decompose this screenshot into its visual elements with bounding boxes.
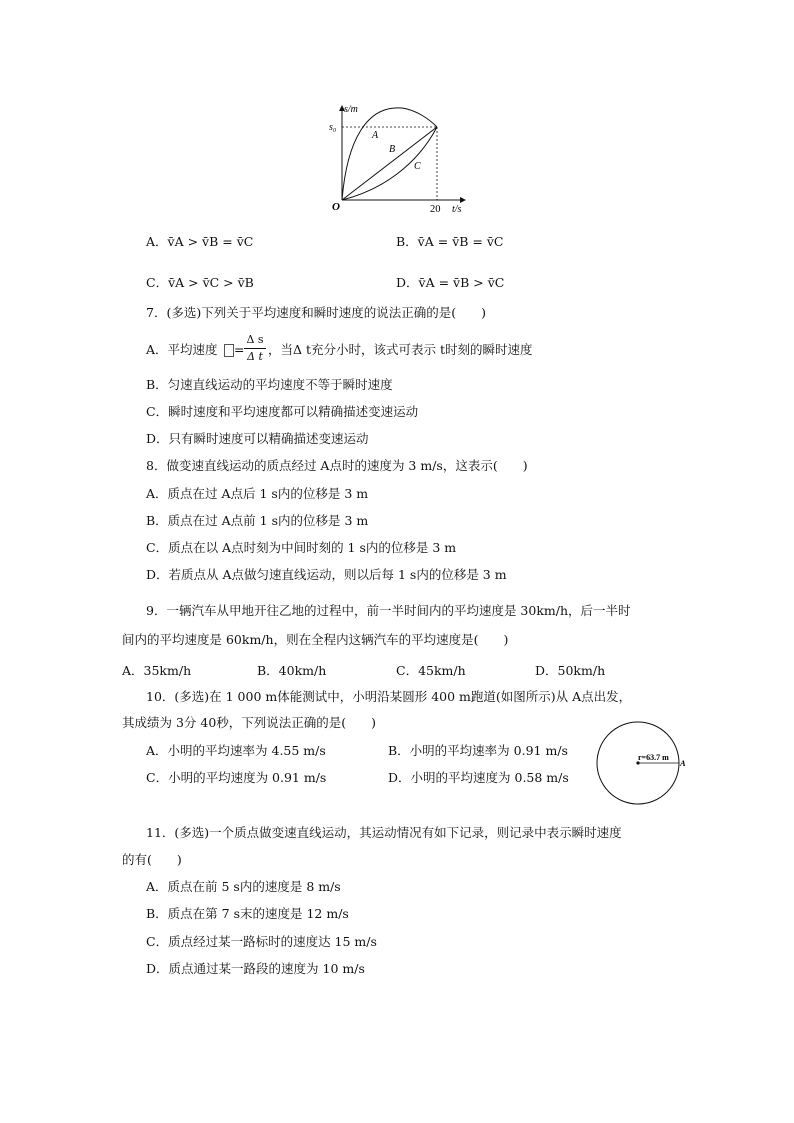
q9-option-a: A．35km/h	[122, 663, 192, 678]
q11-option-d: D．质点通过某一路段的速度为 10 m/s	[146, 961, 365, 976]
radius-label: r=63.7 m	[638, 753, 669, 762]
q10-stem-line2: 其成绩为 3分 40秒，下列说法正确的是( )	[122, 715, 377, 730]
q7-vbar-glyph	[224, 344, 234, 357]
q9-option-c: C．45km/h	[396, 663, 466, 678]
q7-fraction-bar	[244, 348, 266, 349]
q6-option-a: A．v̄A > v̄B = v̄C	[146, 234, 254, 249]
q7-option-a-eq: =	[234, 342, 245, 357]
q6-option-b: B．v̄A = v̄B = v̄C	[396, 234, 504, 249]
q10-option-c: C．小明的平均速度为 0.91 m/s	[146, 770, 327, 785]
q9-stem-line2: 间内的平均速度是 60km/h，则在全程内这辆汽车的平均速度是( )	[122, 632, 509, 647]
x-tick-20: 20	[430, 204, 441, 215]
curve-c-label: C	[414, 161, 421, 172]
q11-stem-line2: 的有( )	[122, 852, 182, 867]
q11-option-b: B．质点在第 7 s末的速度是 12 m/s	[146, 906, 349, 921]
q10-stem-line1: 10．(多选)在 1 000 m体能测试中，小明沿某圆形 400 m跑道(如图所示)从 A点出发，	[146, 689, 632, 704]
curve-a-label: A	[372, 130, 379, 141]
track-circle-diagram	[595, 718, 690, 808]
q10-option-a: A．小明的平均速率为 4.55 m/s	[146, 743, 326, 758]
q6-option-c: C．v̄A > v̄C > v̄B	[146, 275, 254, 290]
q8-option-b: B．质点在过 A点前 1 s内的位移是 3 m	[146, 513, 369, 528]
q7-fraction-numerator: Δ s	[246, 333, 264, 346]
q10-option-b: B．小明的平均速率为 0.91 m/s	[388, 743, 568, 758]
q6-option-d: D．v̄A = v̄B > v̄C	[396, 275, 505, 290]
q8-option-a: A．质点在过 A点后 1 s内的位移是 3 m	[146, 486, 369, 501]
q11-stem-line1: 11．(多选)一个质点做变速直线运动，其运动情况有如下记录，则记录中表示瞬时速度	[146, 825, 622, 840]
q7-fraction-denominator: Δ t	[247, 350, 263, 363]
q7-stem: 7．(多选)下列关于平均速度和瞬时速度的说法正确的是( )	[146, 305, 486, 320]
q7-option-a-pre: A．平均速度	[146, 342, 218, 357]
point-a-label: A	[680, 758, 686, 768]
x-axis-label: t/s	[452, 204, 462, 215]
q11-option-a: A．质点在前 5 s内的速度是 8 m/s	[146, 879, 341, 894]
curve-b-label: B	[389, 144, 396, 155]
q9-option-b: B．40km/h	[257, 663, 327, 678]
q7-option-b: B．匀速直线运动的平均速度不等于瞬时速度	[146, 377, 393, 392]
q10-option-d: D．小明的平均速度为 0.58 m/s	[388, 770, 569, 785]
q8-stem: 8．做变速直线运动的质点经过 A点时的速度为 3 m/s，这表示( )	[146, 458, 528, 473]
y-axis-label: s/m	[344, 104, 358, 115]
q8-option-c: C．质点在以 A点时刻为中间时刻的 1 s内的位移是 3 m	[146, 540, 457, 555]
q8-option-d: D．若质点从 A点做匀速直线运动，则以后每 1 s内的位移是 3 m	[146, 567, 507, 582]
s0-label: s₀	[329, 122, 337, 133]
q11-option-c: C．质点经过某一路标时的速度达 15 m/s	[146, 934, 377, 949]
q7-option-d: D．只有瞬时速度可以精确描述变速运动	[146, 431, 369, 446]
s-t-graph	[322, 100, 472, 218]
q9-stem-line1: 9．一辆汽车从甲地开往乙地的过程中，前一半时间内的平均速度是 30km/h，后一半时	[146, 603, 631, 618]
q7-option-c: C．瞬时速度和平均速度都可以精确描述变速运动	[146, 404, 419, 419]
q7-option-a-post: ，当Δ t充分小时，该式可表示 t时刻的瞬时速度	[268, 342, 533, 357]
origin-label: O	[332, 201, 340, 213]
q9-option-d: D．50km/h	[535, 663, 606, 678]
